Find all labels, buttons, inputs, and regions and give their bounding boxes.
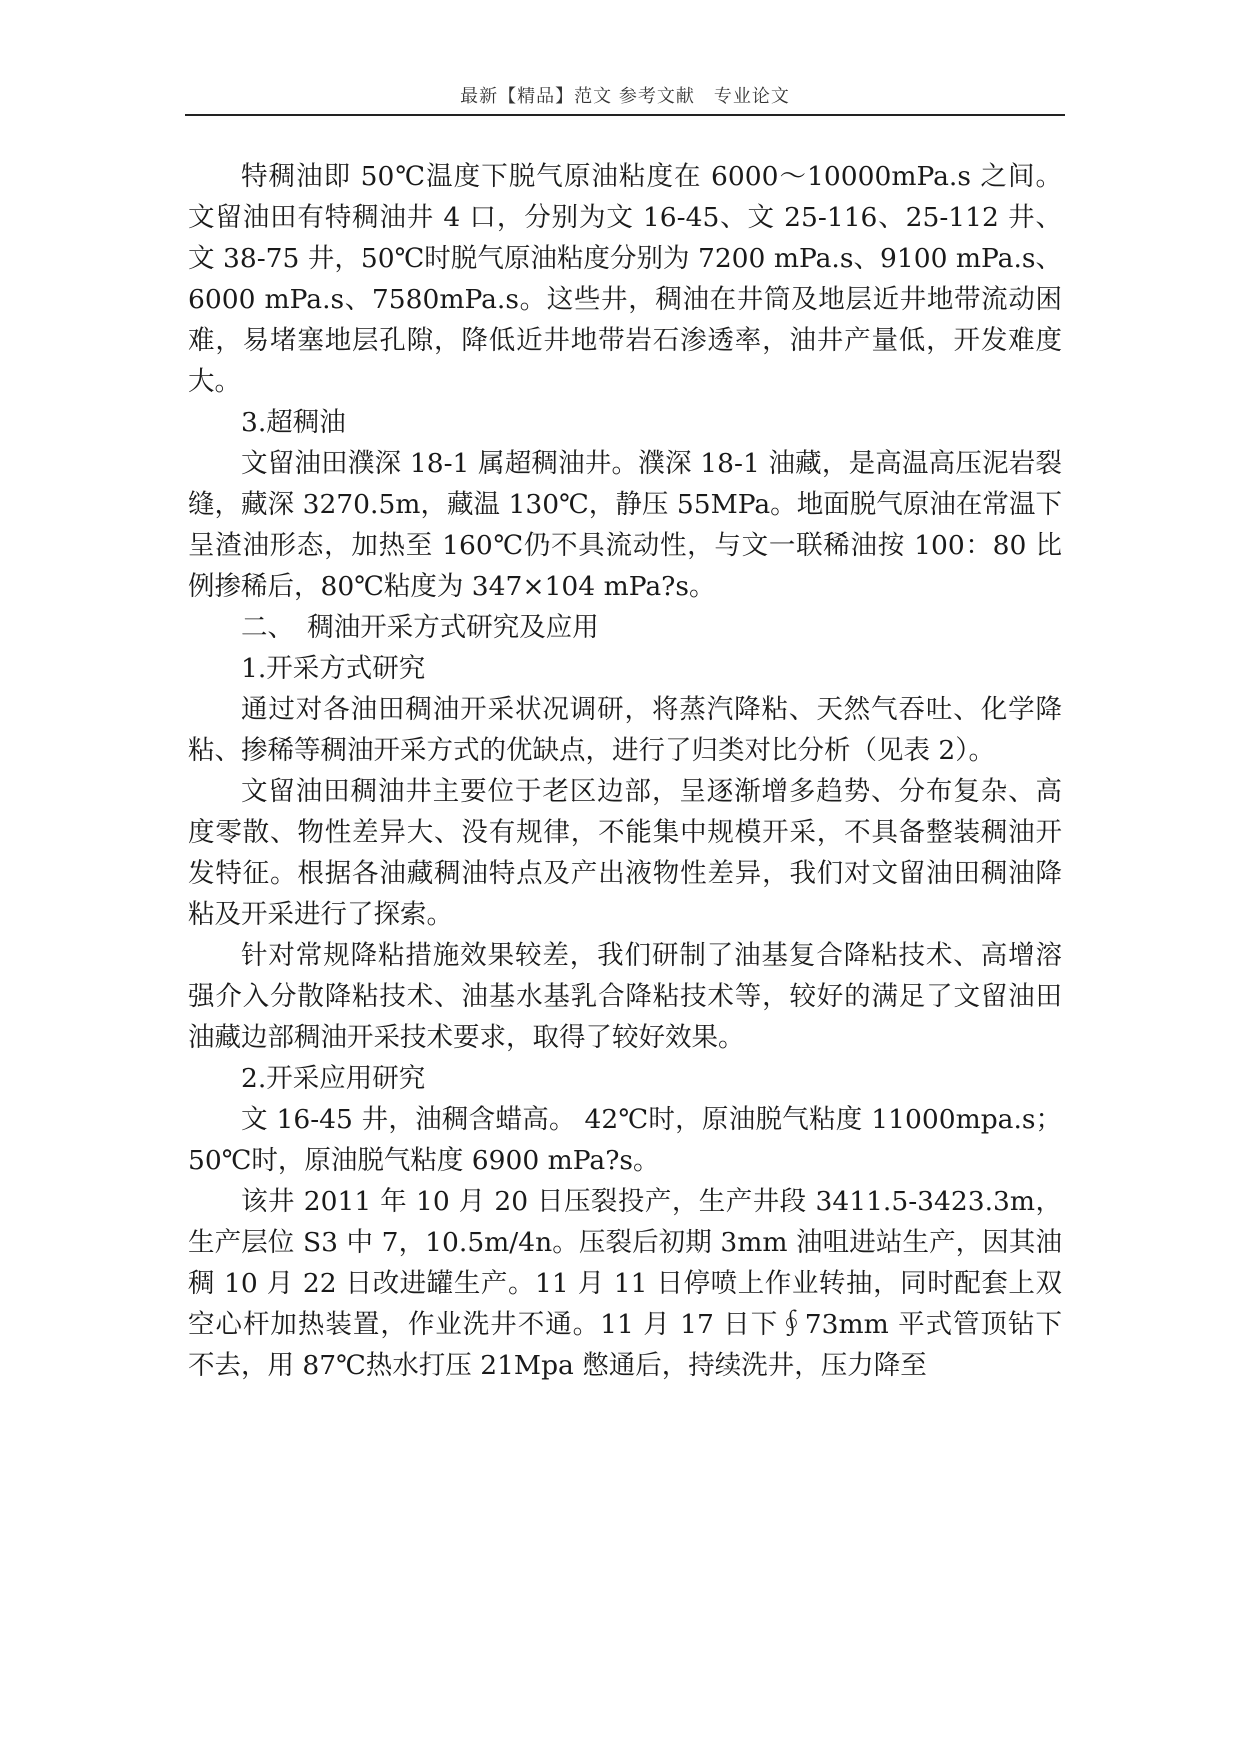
paragraph-method-survey: 通过对各油田稠油开采状况调研，将蒸汽降粘、天然气吞吐、化学降粘、掺稀等稠油开采方式的优缺点，进行了归类对比分析（见表 2）。 — [188, 694, 1062, 766]
paragraph-well-distribution: 文留油田稠油井主要位于老区边部，呈逐渐增多趋势、分布复杂、高度零散、物性差异大、没有规律，不能集中规模开采，不具备整装稠油开发特征。根据各油藏稠油特点及产出液物性差异，我们对文留油田稠油降粘及开采进行了探索。 — [188, 776, 1062, 930]
paragraph-extra-heavy-oil: 特稠油即 50℃温度下脱气原油粘度在 6000～10000mPa.s 之间。文留油田有特稠油井 4 口，分别为文 16-45、文 25-116、25-112 井、文 38-75 井，50℃时脱气原油粘度分别为 7200 mPa.s、9100 mPa.s、6000 mPa.s、7580mPa.s。这些井，稠油在井筒及地层近井地带流动困难，易堵塞地层孔隙，降低近井地带岩石渗透率，油井产量低，开发难度大。 — [188, 161, 1062, 397]
section-heading-super-heavy-oil: 3.超稠油 — [241, 407, 346, 438]
paragraph-well-16-45: 文 16-45 井，油稠含蜡高。 42℃时，原油脱气粘度 11000mpa.s；50℃时，原油脱气粘度 6900 mPa?s。 — [188, 1104, 1062, 1176]
section-heading-application-research: 2.开采应用研究 — [241, 1063, 426, 1094]
paragraph-viscosity-techniques: 针对常规降粘措施效果较差，我们研制了油基复合降粘技术、高增溶强介入分散降粘技术、油基水基乳合降粘技术等，较好的满足了文留油田油藏边部稠油开采技术要求，取得了较好效果。 — [188, 940, 1062, 1053]
document-body — [188, 156, 1062, 1386]
paragraph-well-history: 该井 2011 年 10 月 20 日压裂投产，生产井段 3411.5-3423.3m，生产层位 S3 中 7，10.5m/4n。压裂后初期 3mm 油咀进站生产，因其油稠 10 月 22 日改进罐生产。11 月 11 日停喷上作业转抽，同时配套上双空心杆加热装置，作业洗井不通。11 月 17 日下∮73mm 平式管顶钻下不去，用 87℃热水打压 21Mpa 憋通后，持续洗井，压力降至 — [188, 1186, 1062, 1381]
header-divider — [185, 114, 1065, 116]
page-header: 最新【精品】范文 参考文献 专业论文 — [460, 86, 790, 107]
paragraph-super-heavy-oil: 文留油田濮深 18-1 属超稠油井。濮深 18-1 油藏，是高温高压泥岩裂缝，藏深 3270.5m，藏温 130℃，静压 55MPa。地面脱气原油在常温下呈渣油形态，加热至 160℃仍不具流动性，与文一联稀油按 100：80 比例掺稀后，80℃粘度为 347×104 mPa?s。 — [188, 448, 1062, 602]
chapter-heading-recovery-methods: 二、 稠油开采方式研究及应用 — [241, 612, 599, 643]
section-heading-method-research: 1.开采方式研究 — [241, 653, 426, 684]
